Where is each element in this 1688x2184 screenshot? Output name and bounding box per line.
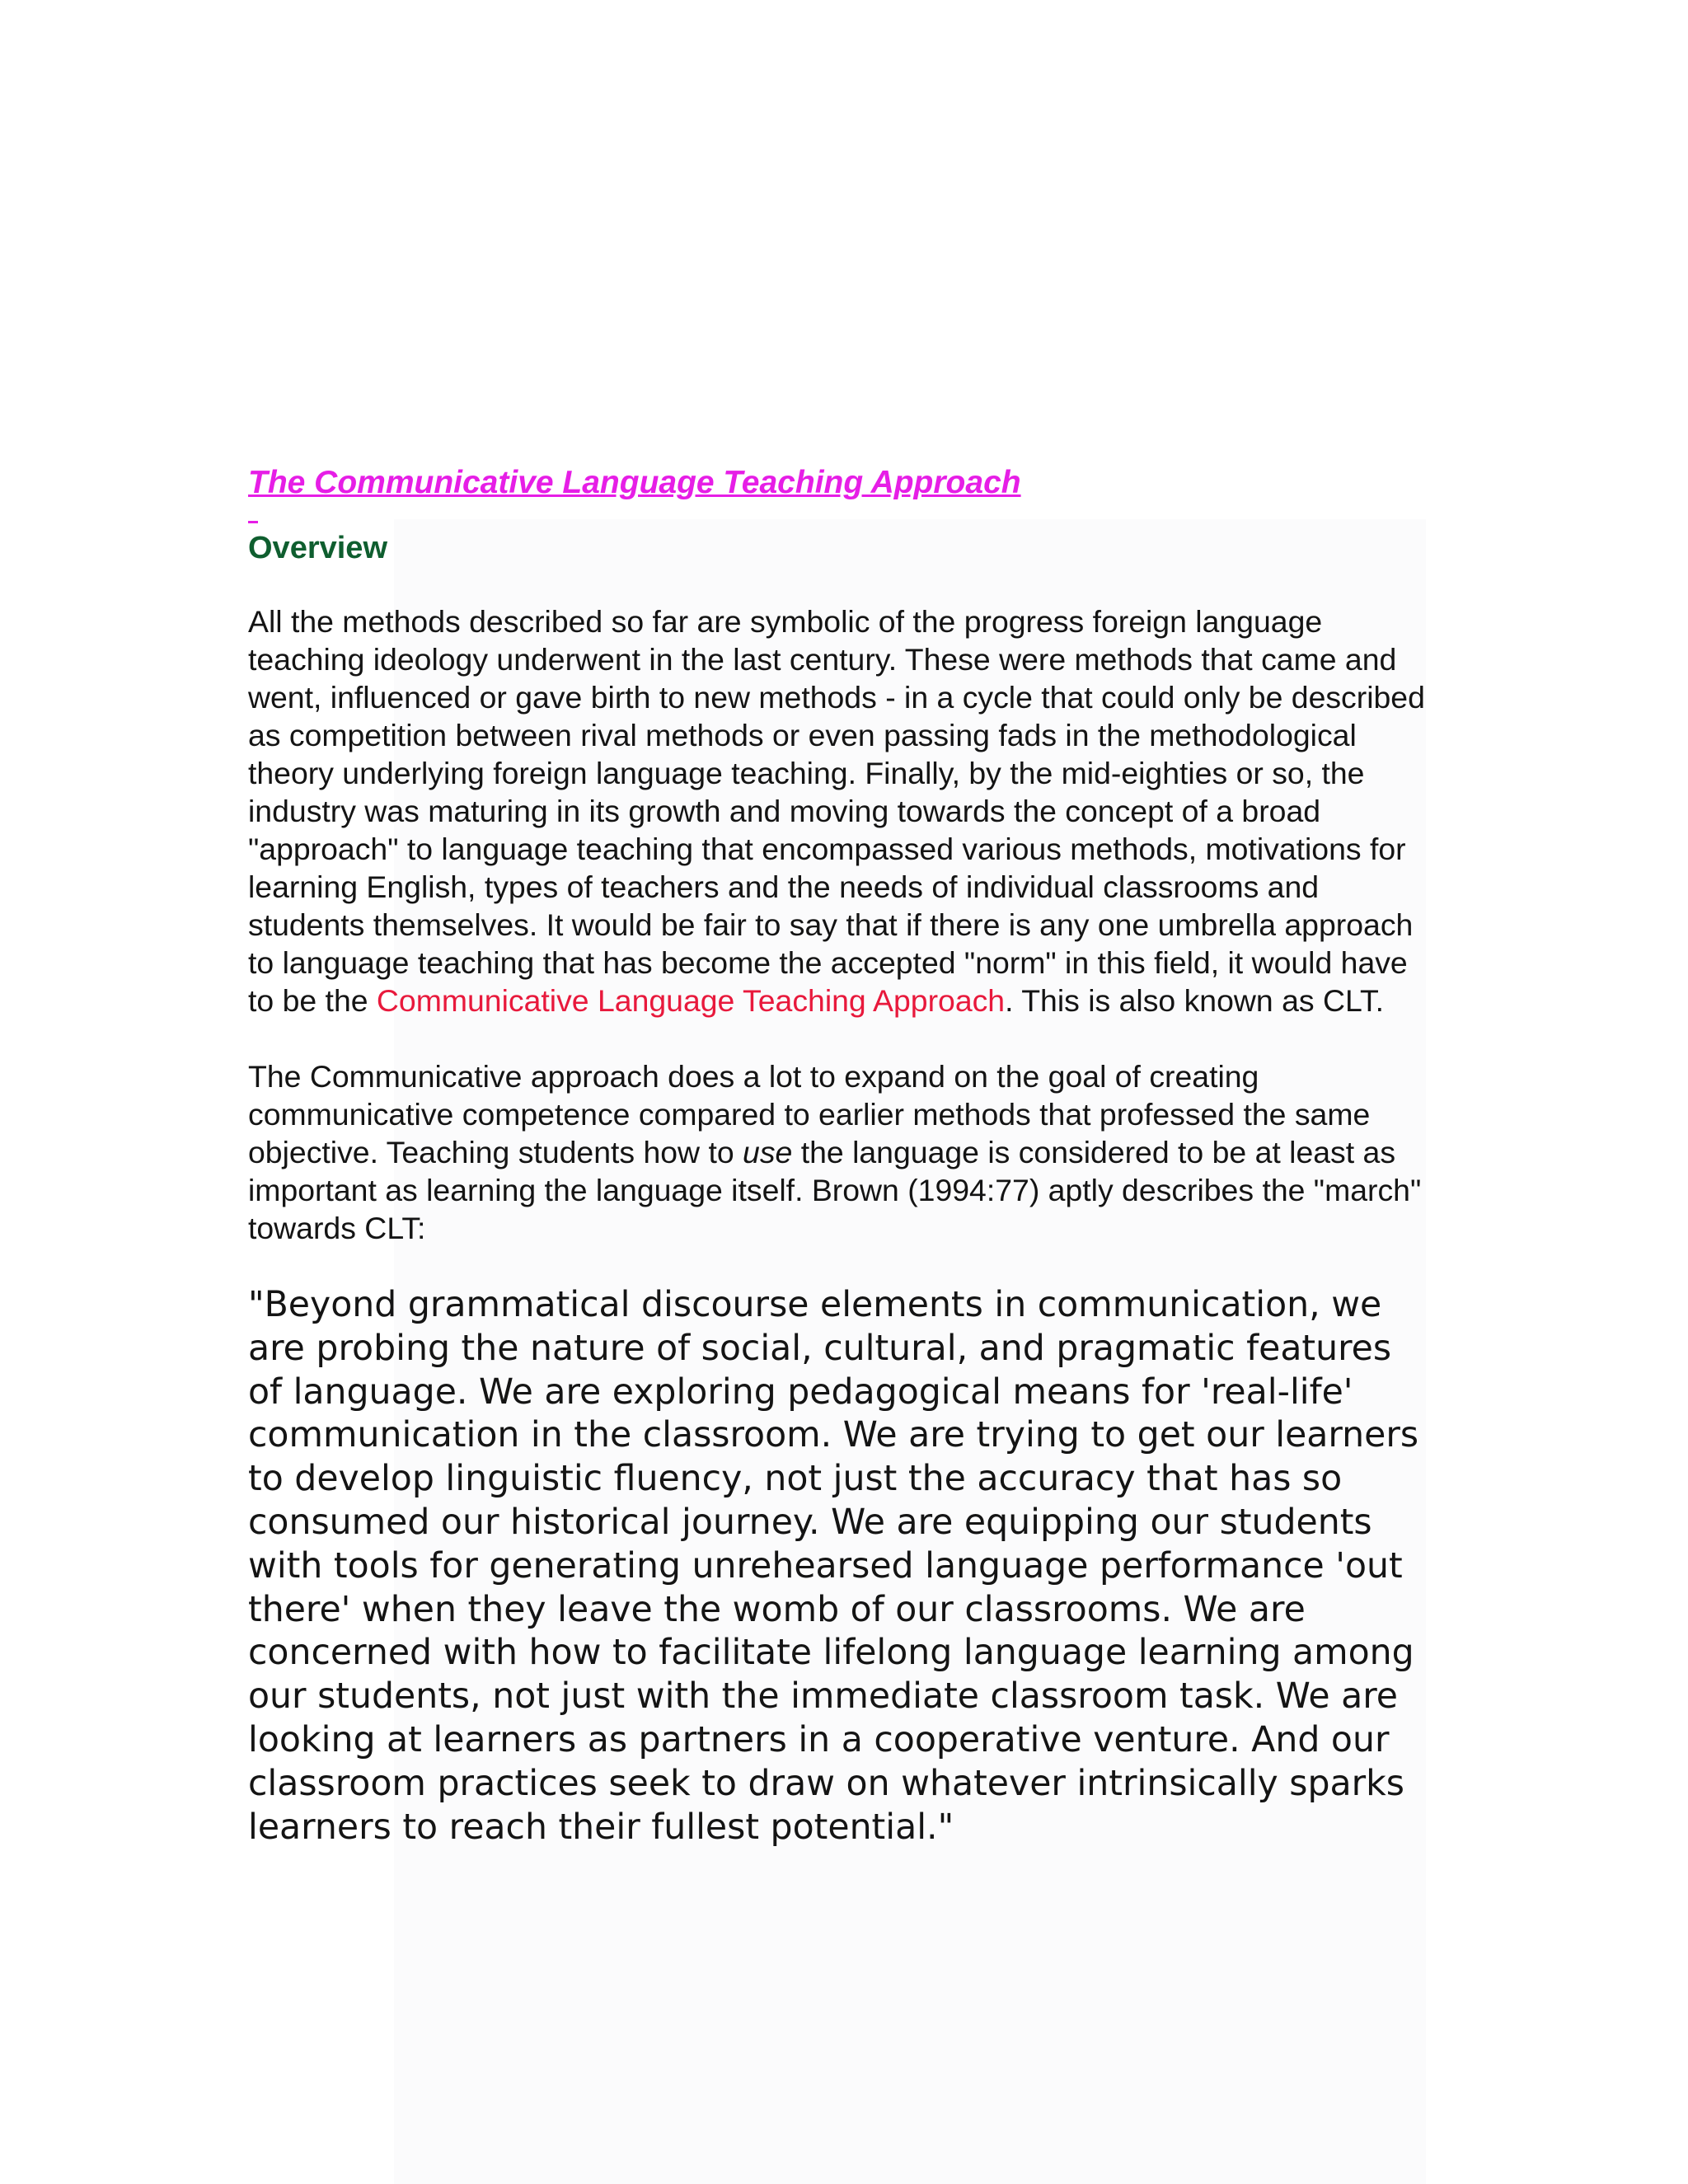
paragraph-text: . This is also known as CLT. (1005, 983, 1385, 1018)
paragraph-text: the language is considered to be at least as important as learning the language itself. Brown (1994:77) aptly describes the "march" towards CLT: (248, 1135, 1422, 1245)
underline-mark (248, 521, 258, 523)
paragraph-communicative-approach (248, 1057, 1427, 1247)
emphasized-word: use (743, 1135, 793, 1169)
paragraph-text: The Communicative approach does a lot to expand on the goal of creating communicative competence compared to earlier methods that professed the same objective. Teaching students how to (248, 1059, 1371, 1169)
highlighted-term: Communicative Language Teaching Approach (376, 983, 1006, 1018)
document-content (248, 463, 1427, 1849)
section-heading-overview: Overview (248, 531, 387, 565)
paragraph-text: All the methods described so far are symbolic of the progress foreign language teaching ideology underwent in the last century. These were methods that came and went, influenced or gave birth to new methods - in a cycle that could only be described as competition between rival methods or even passing fads in the methodological theory underlying foreign language teaching. Finally, by the mid-eighties or so, the industry was maturing in its growth and moving towards the concept of a broad "approach" to language teaching that encompassed various methods, motivations for learning English, types of teachers and the needs of individual classrooms and students themselves. It would be fair to say that if there is any one umbrella approach to language teaching that has become the accepted "norm" in this field, it would have to be the (248, 604, 1425, 1018)
document-title: The Communicative Language Teaching Approach (248, 465, 1021, 500)
paragraph-overview-intro (248, 602, 1427, 1019)
block-quote-brown: "Beyond grammatical discourse elements in communication, we are probing the nature of social, cultural, and pragmatic features of language. We are exploring pedagogical means for 'real-life' communication in the classroom. We are trying to get our learners to develop linguistic fluency, not just the accuracy that has so consumed our historical journey. We are equipping our students with tools for generating unrehearsed language performance 'out there' when they leave the womb of our classrooms. We are concerned with how to facilitate lifelong language learning among our students, not just with the immediate classroom task. We are looking at learners as partners in a cooperative venture. And our classroom practices seek to draw on whatever intrinsically sparks learners to reach their fullest potential." (248, 1284, 1419, 1848)
